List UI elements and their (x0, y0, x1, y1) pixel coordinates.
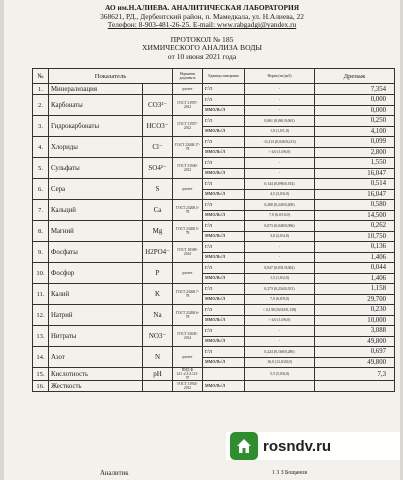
lab-header (4, 0, 400, 30)
row-name: Натрий (49, 305, 143, 326)
row-value: 0,136 (315, 242, 395, 253)
row-document: расчет (173, 347, 203, 368)
watermark-text: rosndv.ru (263, 437, 332, 455)
row-value: 0,580 (315, 200, 395, 211)
row-unit: ммоль/л (203, 357, 245, 368)
table-row (33, 368, 395, 381)
row-value: 49,800 (315, 357, 395, 368)
table-row (33, 200, 395, 211)
row-value: 1,550 (315, 158, 395, 169)
row-document: ГОСТ 23268.5-78 (173, 221, 203, 242)
row-value: 16,047 (315, 189, 395, 200)
row-value: 3,088 (315, 326, 395, 337)
row-unit: г/л (203, 263, 245, 274)
row-value: 16,047 (315, 168, 395, 179)
row-value: 49,800 (315, 336, 395, 347)
row-value: 0,514 (315, 179, 395, 190)
row-name: Хлориды (49, 137, 143, 158)
row-number: 7. (33, 200, 49, 221)
row-symbol: N (143, 347, 173, 368)
col-value: Дренаж (315, 69, 395, 84)
row-name: Кальций (49, 200, 143, 221)
row-value: 0,697 (315, 347, 395, 358)
row-norm: 0,061 (0,061/0,061) (245, 116, 315, 127)
table-row (33, 137, 395, 148)
row-norm: - (245, 168, 315, 179)
row-document: ГОСТ 23268.6-78 (173, 305, 203, 326)
row-number: 5. (33, 158, 49, 179)
row-number: 2. (33, 95, 49, 116)
watermark (226, 432, 400, 460)
row-unit: ммоль/л (203, 336, 245, 347)
table-row (33, 347, 395, 358)
col-name: Показатель (49, 69, 173, 84)
row-unit: ммоль/л (203, 147, 245, 158)
table-body (33, 84, 395, 392)
table-row (33, 242, 395, 253)
footer-analyst: Аналитик (100, 470, 129, 477)
row-name: Кислотность (49, 368, 143, 381)
row-symbol: Ca (143, 200, 173, 221)
row-name: Нитраты (49, 326, 143, 347)
row-norm: - (245, 242, 315, 253)
row-norm: 3,0 (2,0/4,0) (245, 231, 315, 242)
row-number: 9. (33, 242, 49, 263)
lab-name: АО им.Н.АЛИЕВА. АНАЛИТИЧЕСКАЯ ЛАБОРАТОРИЯ (104, 3, 300, 12)
row-number: 1. (33, 84, 49, 95)
row-number: 3. (33, 116, 49, 137)
row-norm: 0,224 (0,168/0,280) (245, 347, 315, 358)
row-unit: г/л (203, 116, 245, 127)
row-unit: ммоль/л (203, 189, 245, 200)
row-value: 7,354 (315, 84, 395, 95)
row-symbol: Na (143, 305, 173, 326)
row-norm: - (245, 326, 315, 337)
row-document: ГОСТ 23268.7-78 (173, 284, 203, 305)
row-value: 0,000 (315, 105, 395, 116)
row-name: Магний (49, 221, 143, 242)
row-symbol: pH (143, 368, 173, 381)
row-value: 4,100 (315, 126, 395, 137)
row-unit: г/л (203, 221, 245, 232)
row-norm (245, 381, 315, 392)
row-value (315, 381, 395, 392)
row-number: 11. (33, 284, 49, 305)
row-unit: ммоль/л (203, 315, 245, 326)
row-unit: ммоль/л (203, 210, 245, 221)
table-row (33, 158, 395, 169)
row-norm: 1,0 (1,0/1,0) (245, 126, 315, 137)
row-value: 0,044 (315, 263, 395, 274)
lab-address: 368621, РД., Дербентский район, п. Мамедкала, ул. Н.Алиева, 22 (100, 11, 304, 21)
row-norm: 1,5 (1,0/2,0) (245, 273, 315, 284)
row-symbol: NO3⁻ (143, 326, 173, 347)
row-norm: - (245, 95, 315, 106)
row-name: Азот (49, 347, 143, 368)
table-row (33, 381, 395, 392)
row-norm: 0,047 (0,031/0,062) (245, 263, 315, 274)
row-value: 0,262 (315, 221, 395, 232)
protocol-date: от 10 июня 2021 года (167, 51, 237, 61)
row-norm: 0,073 (0,048/0,096) (245, 221, 315, 232)
row-value: 1,406 (315, 252, 395, 263)
row-norm: 16,0 (12,0/20,0) (245, 357, 315, 368)
row-symbol (143, 381, 173, 392)
protocol-paper (4, 0, 400, 480)
table-header-row (33, 69, 395, 84)
row-unit: г/л (203, 284, 245, 295)
row-name: Фосфаты (49, 242, 143, 263)
row-norm: 5,5 (5,0/6,0) (245, 368, 315, 381)
row-number: 13. (33, 326, 49, 347)
row-norm: < 6,0 (1,0/6,0) (245, 315, 315, 326)
row-unit: ммоль/л (203, 105, 245, 116)
row-value: 0,099 (315, 137, 395, 148)
row-unit: г/л (203, 84, 245, 95)
row-symbol: Cl⁻ (143, 137, 173, 158)
protocol-subject: ХИМИЧЕСКОГО АНАЛИЗА ВОДЫ (141, 43, 263, 53)
row-norm: 0,280 (0,240/0,400) (245, 200, 315, 211)
row-norm: - (245, 84, 315, 95)
protocol-title (4, 36, 400, 61)
row-unit: г/л (203, 242, 245, 253)
row-value: 7,3 (315, 368, 395, 381)
analysis-table (32, 68, 395, 392)
table-row (33, 284, 395, 295)
row-value: 10,750 (315, 231, 395, 242)
house-icon (230, 432, 258, 460)
row-name: Калий (49, 284, 143, 305)
row-value: 29,700 (315, 294, 395, 305)
row-unit: г/л (203, 95, 245, 106)
row-symbol: P (143, 263, 173, 284)
lab-contacts: Телефон: 8-903-481-26-25. E-mail: www.rabgadgi@yandex.ru (107, 20, 297, 30)
row-norm: 0,273 (0,234/0,351) (245, 284, 315, 295)
row-unit: г/л (203, 179, 245, 190)
row-symbol (143, 84, 173, 95)
row-number: 12. (33, 305, 49, 326)
row-number: 16. (33, 381, 49, 392)
row-unit: ммоль/л (203, 126, 245, 137)
row-norm: 7,0 (6,0/10,0) (245, 210, 315, 221)
row-document: ПНД Ф 14.1:2:3:4.121-97 (173, 368, 203, 381)
row-norm: < 6,0 (1,0/6,0) (245, 147, 315, 158)
row-unit: г/л (203, 158, 245, 169)
row-unit: ммоль/л (203, 168, 245, 179)
row-symbol: K (143, 284, 173, 305)
row-symbol: SO4²⁻ (143, 158, 173, 179)
row-value: 1,158 (315, 284, 395, 295)
row-name: Гидрокарбонаты (49, 116, 143, 137)
col-doc: Норматив документа (173, 69, 203, 84)
row-value: 14,500 (315, 210, 395, 221)
row-unit: ммоль/л (203, 381, 245, 392)
table-row (33, 116, 395, 127)
row-value: 0,230 (315, 305, 395, 316)
row-unit: ммоль/л (203, 294, 245, 305)
row-unit: г/л (203, 305, 245, 316)
row-document: ГОСТ 31957-2012 (173, 95, 203, 116)
row-symbol: HCO3⁻ (143, 116, 173, 137)
row-document: расчет (173, 84, 203, 95)
row-symbol: H2PO4⁻ (143, 242, 173, 263)
row-norm: - (245, 105, 315, 116)
table-row (33, 179, 395, 190)
row-value: 0,250 (315, 116, 395, 127)
row-norm: 4,5 (3,0/6,0) (245, 189, 315, 200)
row-document: ГОСТ 31954-2012 (173, 381, 203, 392)
row-norm: <0,213 (0,026/0,213) (245, 137, 315, 148)
row-number: 4. (33, 137, 49, 158)
row-name: Сера (49, 179, 143, 200)
table-row (33, 221, 395, 232)
row-number: 15. (33, 368, 49, 381)
row-document: ГОСТ 33045-2014 (173, 326, 203, 347)
table-row (33, 326, 395, 337)
row-symbol: CO3²⁻ (143, 95, 173, 116)
row-number: 8. (33, 221, 49, 242)
row-norm: 0,144 (0,096/0,192) (245, 179, 315, 190)
col-num: № (33, 69, 49, 84)
row-name: Сульфаты (49, 158, 143, 179)
footer-signature: 1 3 З Бощанов (272, 470, 308, 476)
row-unit: г/л (203, 137, 245, 148)
table-row (33, 305, 395, 316)
row-number: 10. (33, 263, 49, 284)
row-value: 10,000 (315, 315, 395, 326)
row-document: ГОСТ 31957-2012 (173, 116, 203, 137)
col-unit: Единица измерения (203, 69, 245, 84)
row-unit: ммоль/л (203, 273, 245, 284)
row-value: 2,800 (315, 147, 395, 158)
row-document: ГОСТ 23268.5-78 (173, 200, 203, 221)
row-name: Жесткость (49, 381, 143, 392)
row-unit: г/л (203, 326, 245, 337)
row-unit: г/л (203, 200, 245, 211)
table-row (33, 95, 395, 106)
row-name: Минерализация (49, 84, 143, 95)
row-number: 6. (33, 179, 49, 200)
row-norm: - (245, 158, 315, 169)
row-document: ГОСТ 31940-2012 (173, 158, 203, 179)
row-unit: г/л (203, 347, 245, 358)
col-norm: Норма (мг/дм3) (245, 69, 315, 84)
row-value: 0,000 (315, 95, 395, 106)
row-norm: < 0,138 (0,023/0,138) (245, 305, 315, 316)
row-name: Фосфор (49, 263, 143, 284)
row-unit: ммоль/л (203, 231, 245, 242)
row-name: Карбонаты (49, 95, 143, 116)
row-norm: - (245, 252, 315, 263)
row-symbol: Mg (143, 221, 173, 242)
row-unit: ммоль/л (203, 252, 245, 263)
row-symbol: S (143, 179, 173, 200)
row-document: расчет (173, 263, 203, 284)
table-row (33, 84, 395, 95)
row-norm: 7,0 (6,0/9,0) (245, 294, 315, 305)
protocol-number: ПРОТОКОЛ № 185 (170, 34, 234, 44)
row-document: ГОСТ 18309-2014 (173, 242, 203, 263)
row-value: 1,406 (315, 273, 395, 284)
row-norm: - (245, 336, 315, 347)
row-unit (203, 368, 245, 381)
table-row (33, 263, 395, 274)
row-document: расчет (173, 179, 203, 200)
row-number: 14. (33, 347, 49, 368)
row-document: ГОСТ 23268.17-78 (173, 137, 203, 158)
